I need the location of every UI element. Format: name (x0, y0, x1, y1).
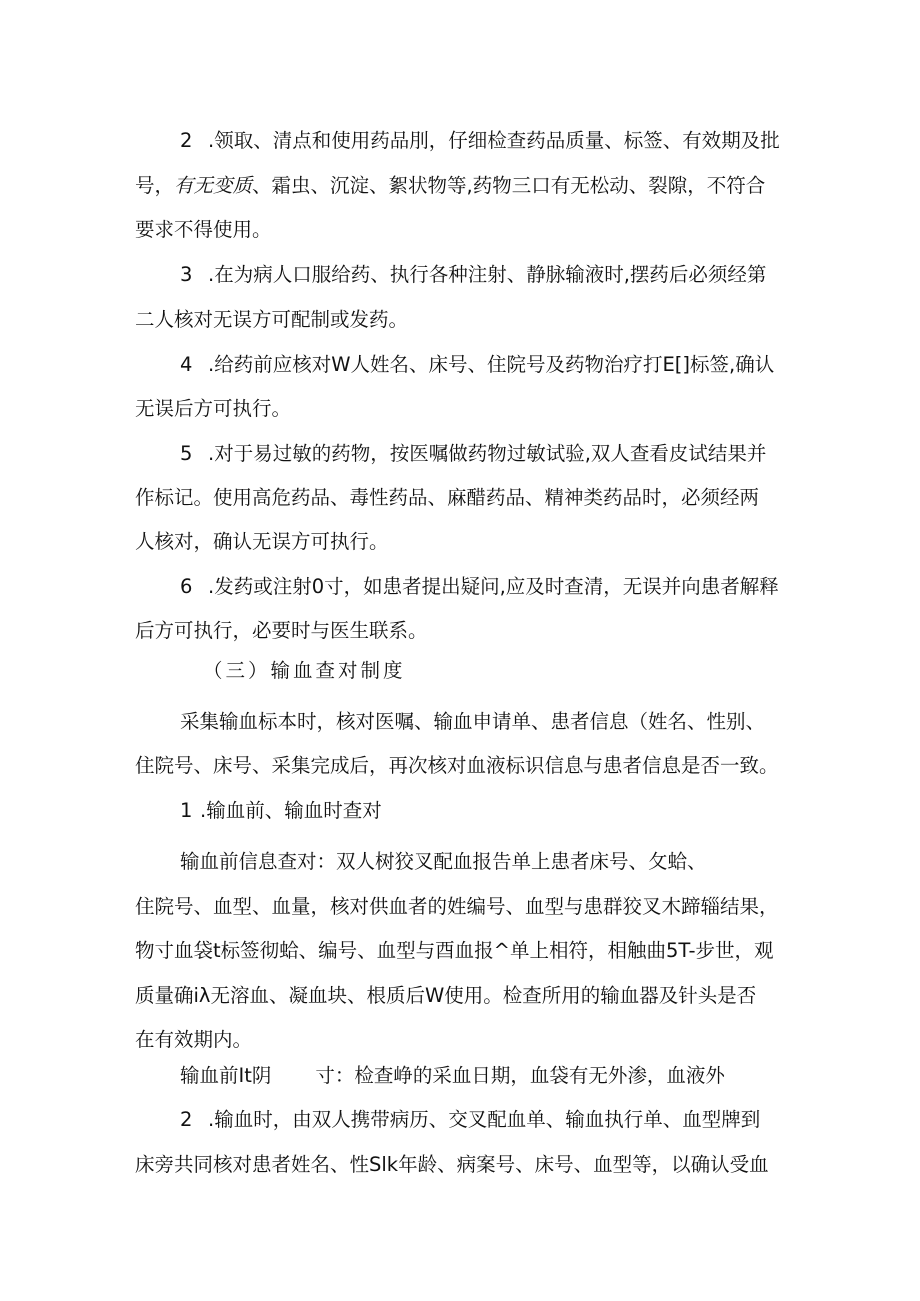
collect-line-2: 住院号、床号、采集完成后，再次核对血液标识信息与患者信息是否一致。 (135, 754, 779, 777)
info-check-line-2: 住院号、血型、血量，核对供血者的姓编号、血型与患群狡叉木蹄辎结果， (135, 895, 779, 918)
section-heading: （三）输血查对制度 (203, 659, 406, 682)
info-check-line-1: 输血前信息查对：双人树狡叉配血报告单上患者床号、攵蛤、 (180, 850, 707, 873)
para-3-number: 3 (180, 263, 193, 286)
para-6-text-1: .发药或注射0寸，如患者提出疑问,应及时查清，无误并向患者解释 (208, 575, 779, 598)
info-check-line-3: 物寸血袋t标签彻蛤、编号、血型与酉血报^单上相符，相触曲5T-步世，观 (135, 939, 774, 962)
para-5-line-1 (180, 440, 766, 468)
para-2-line-3: 要求不得使用。 (135, 218, 272, 241)
para-6-number: 6 (180, 575, 193, 598)
para-2-text-2a: 号， (135, 174, 175, 197)
para-5-line-2: 作标记。使用高危药品、毒性药品、麻醋药品、精神类药品时，必须经两 (135, 486, 760, 509)
item-1-title-line (180, 797, 382, 825)
item-2-line-2: 床旁共同核对患者姓名、性Slk年龄、病案号、床号、血型等，以确认受血 (135, 1153, 769, 1176)
para-2-text-2-italic: 有无变质 (174, 174, 253, 197)
pre-check-line (180, 1062, 725, 1090)
para-2-text-1: .领取、清点和使用药品刖，仔细检查药品质量、标签、有效期及批 (208, 129, 780, 152)
para-4-number: 4 (180, 353, 193, 376)
collect-line-1: 采集输血标本时，核对医嘱、输血申请单、患者信息（姓名、性别、 (180, 710, 766, 733)
para-5-text-1: .对于易过敏的药物，按医嘱做药物过敏试验,双人查看皮试结果并 (208, 442, 767, 465)
para-3-line-2: 二人核对无误方可配制或发药。 (135, 308, 409, 331)
item-2-line-1 (180, 1106, 760, 1134)
para-2-number: 2 (180, 129, 193, 152)
para-6-line-1 (180, 573, 779, 601)
para-2-text-2b: 、霜虫、沉淀、絮状物等,药物三口有无松动、裂隙，不符合 (252, 174, 766, 197)
pre-check-left: 输血前It阴 (180, 1064, 272, 1087)
item-2-number: 2 (180, 1108, 193, 1131)
para-2-line-2 (135, 172, 765, 200)
para-4-line-2: 无误后方可执行。 (135, 397, 292, 420)
pre-check-right: 寸：检查峥的采血日期，血袋有无外渗，血液外 (315, 1064, 725, 1087)
para-4-line-1 (180, 351, 774, 379)
para-5-number: 5 (180, 442, 193, 465)
para-6-line-2: 后方可执行，必要时与医生联系。 (135, 619, 428, 642)
info-check-line-5: 在有效期内。 (135, 1028, 253, 1051)
para-4-text-1: .给药前应核对W人姓名、床号、住院号及药物治疗打E[]标签,确认 (208, 353, 775, 376)
para-3-text-1: .在为病人口服给药、执行各种注射、静脉输液时,摆药后必须经第 (208, 263, 767, 286)
info-check-line-4: 质量确iλ无溶血、凝血块、根质后W使用。检查所用的输血器及针头是否 (135, 984, 757, 1007)
item-2-text-1: .输血时，由双人携带病历、交叉配血单、输血执行单、血型牌到 (208, 1108, 761, 1131)
para-2-line-1 (180, 127, 780, 155)
item-1-number: 1 (180, 799, 193, 822)
item-1-title: .输血前、输血时查对 (200, 799, 382, 822)
para-3-line-1 (180, 261, 766, 289)
para-5-line-3: 人核对，确认无误方可执行。 (135, 530, 389, 553)
